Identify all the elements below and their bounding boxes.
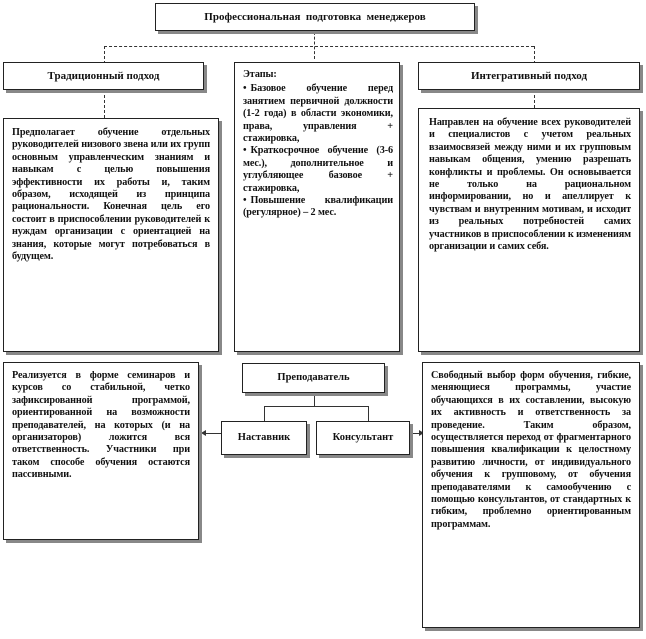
stage-item-1: • Базовое обучение перед занятием первичной должности (1-2 года) в области экономики, права, управления + стажировка, bbox=[243, 83, 393, 145]
arrow-to-left-form bbox=[205, 433, 221, 434]
integrative-title: Интегративный подход bbox=[470, 70, 588, 82]
integrative-header-box bbox=[418, 62, 640, 90]
integrative-description: Направлен на обучение всех руководителей и специалистов с учетом реальных взаимосвязей между ними и их групповым навыкам общения, умению разрешать конфликты и проблемы. Он основывается не только на рациональном информировании, но и апеллирует к чувствам и внутренним мотивам, и исходит из реальных потребностей самих участников в приспособлении к изменениям организации и самих себя. bbox=[429, 117, 631, 253]
connector-left-mid bbox=[104, 90, 105, 118]
traditional-description: Предполагает обучение отдельных руководителей низового звена или их групп основным управленческим знаниям и навыкам с целью повышения эффективности их работы и, таким образом, исходящей из принципа рациональности. Конечная цель его состоит в приспособлении руководителей к нуждам организации с ориентацией на знания, которые могут потребоваться в будущем. bbox=[12, 127, 210, 263]
traditional-header-box bbox=[3, 62, 204, 90]
connector-mentor bbox=[264, 406, 265, 421]
mentor-title: Наставник bbox=[237, 432, 291, 443]
stages-title: Этапы: bbox=[243, 69, 277, 80]
traditional-form-box bbox=[3, 362, 199, 540]
teacher-title: Преподаватель bbox=[277, 372, 350, 383]
consultant-title: Консультант bbox=[332, 432, 394, 443]
stages-box bbox=[234, 62, 400, 352]
stage-item-2: • Краткосрочное обучение (3-6 мес.), дополнительное и углубляющее базовое + стажировка, bbox=[243, 145, 393, 195]
traditional-title: Традиционный подход bbox=[47, 70, 160, 82]
traditional-description-box bbox=[3, 118, 219, 352]
connector-consultant bbox=[368, 406, 369, 421]
connector-teacher-down bbox=[314, 393, 315, 406]
integrative-description-box bbox=[418, 108, 640, 352]
top-title-box bbox=[155, 3, 475, 31]
teacher-box bbox=[242, 363, 385, 393]
connector-right-mid bbox=[534, 90, 535, 108]
mentor-box bbox=[221, 421, 307, 455]
arrow-left-head bbox=[201, 430, 206, 436]
consultant-box bbox=[316, 421, 410, 455]
stages-list bbox=[243, 83, 393, 219]
integrative-form: Свободный выбор форм обучения, гибкие, меняющиеся программы, участие обучающихся в их составлении, высокую их активность и ответственность за проведение. Таким образом, осуществляется переход от фрагментарного повышения квалификации к целостному развитию личности, от индивидуального обучения к групповому, от обучения преподавателями к самообучению с помощью консультантов, от стандартных к гибким, проблемно ориентированным программам. bbox=[431, 370, 631, 530]
connector-top-down bbox=[314, 27, 315, 59]
connector-teacher-branch bbox=[264, 406, 368, 407]
stage-item-3: • Повышение квалификации (регулярное) – 2 мес. bbox=[243, 195, 393, 220]
traditional-form: Реализуется в форме семинаров и курсов со стабильной, четко зафиксированной программой, ориентированной на возможности преподавателей, на которых (и на организаторов) ложится вся ответственность. Участники при таком способе обучения остаются пассивными. bbox=[12, 370, 190, 481]
connector-top-horizontal bbox=[104, 46, 534, 47]
top-title: Профессиональная подготовка менеджеров bbox=[204, 11, 426, 23]
integrative-form-box bbox=[422, 362, 640, 628]
